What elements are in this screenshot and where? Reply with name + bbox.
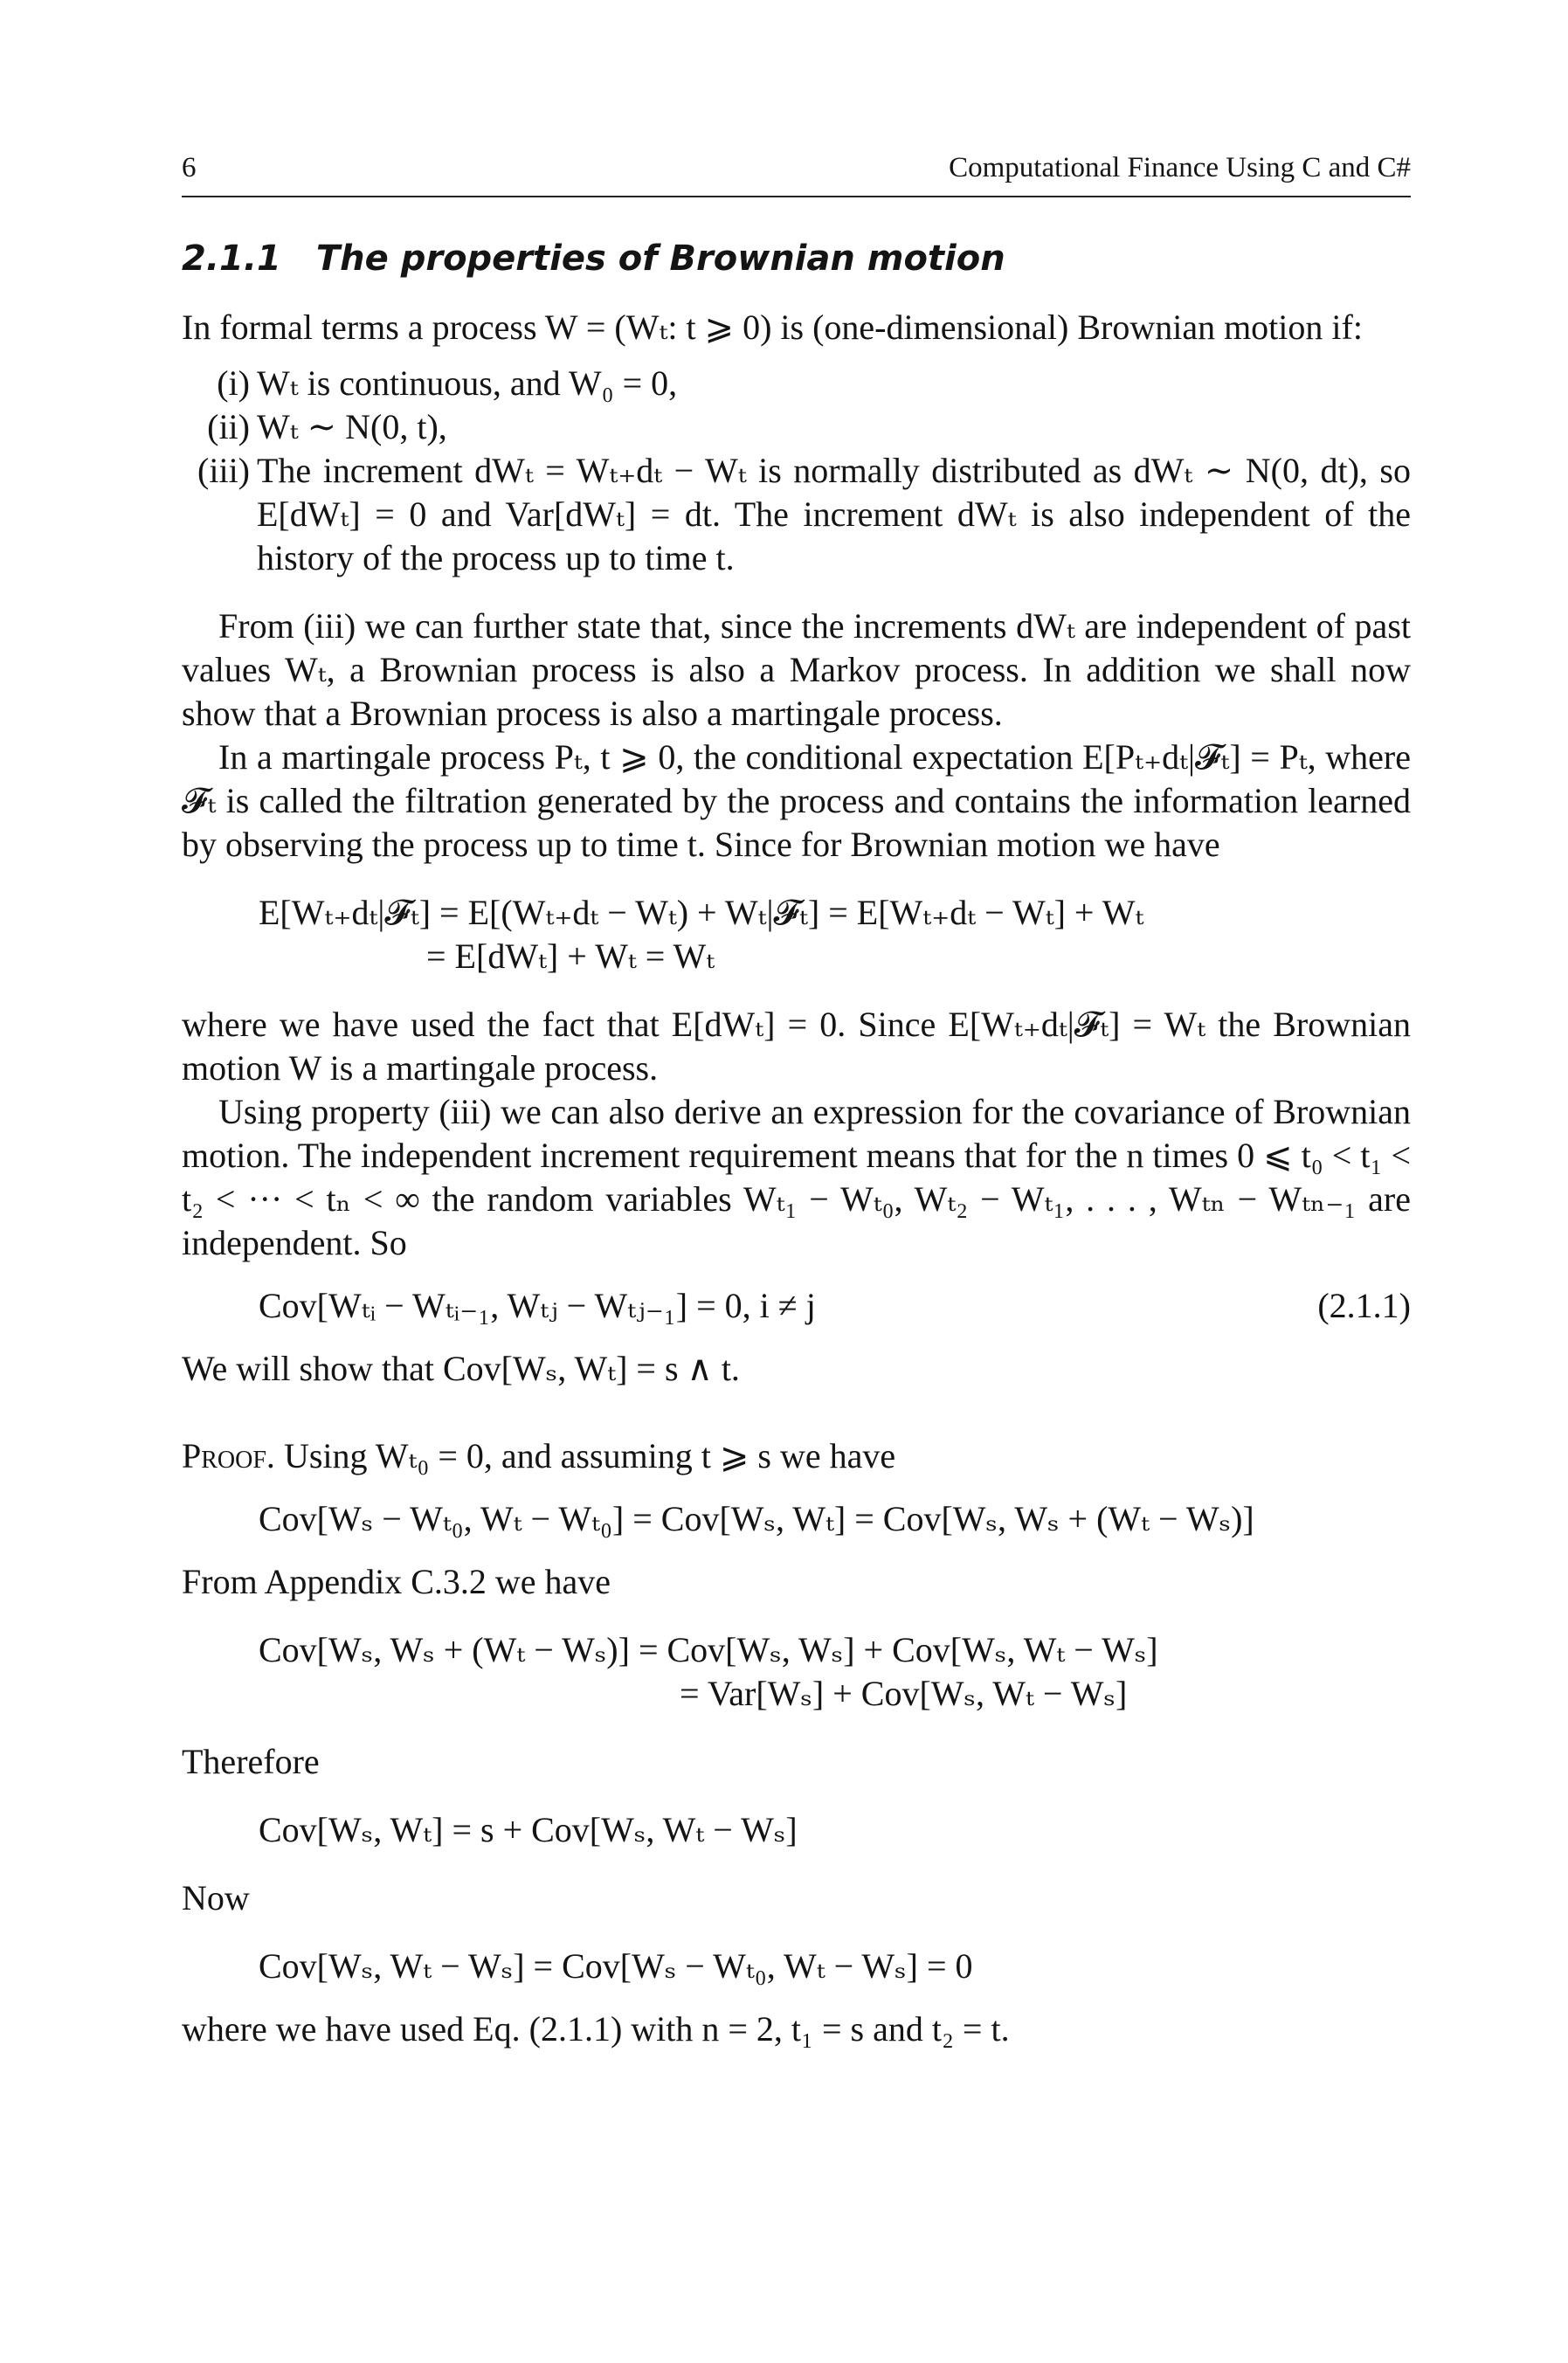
proof-label: Proof. [182, 1436, 275, 1475]
property-text: The increment dWₜ = Wₜ₊dₜ − Wₜ is normally distributed as dWₜ ∼ N(0, dt), so E[dWₜ] = 0 and Var[dWₜ] = dt. The increment dWₜ is also independent of the history of the process up to time t. [257, 451, 1411, 577]
section-heading [182, 236, 1411, 281]
equation-number: (2.1.1) [1317, 1286, 1411, 1325]
final-paragraph: where we have used Eq. (2.1.1) with n = 2, t₁ = s and t₂ = t. [182, 2009, 1010, 2049]
equation-therefore: Cov[Wₛ, Wₜ] = s + Cov[Wₛ, Wₜ − Wₛ] [259, 1810, 798, 1849]
property-label: (iii) [197, 451, 250, 490]
running-title: Computational Finance Using C and C# [949, 152, 1411, 183]
martingale-paragraph: In a martingale process Pₜ, t ⩾ 0, the conditional expectation E[Pₜ₊dₜ|𝓕ₜ] = Pₜ, where 𝓕ₜ is called the filtration generated by the process and contains the information learned by observing the process up to time t. Since for Brownian motion we have [182, 737, 1411, 864]
property-label: (i) [217, 363, 250, 403]
proof-paragraph [182, 1434, 1411, 1478]
property-text: Wₜ ∼ N(0, t), [257, 407, 447, 446]
show-paragraph: We will show that Cov[Wₛ, Wₜ] = s ∧ t. [182, 1349, 740, 1388]
appendix-paragraph: From Appendix C.3.2 we have [182, 1562, 611, 1601]
equation-appendix-line2: = Var[Wₛ] + Cov[Wₛ, Wₜ − Wₛ] [680, 1674, 1128, 1713]
property-text: Wₜ is continuous, and W₀ = 0, [257, 363, 678, 403]
equation-proof-1: Cov[Wₛ − Wₜ₀, Wₜ − Wₜ₀] = Cov[Wₛ, Wₜ] = Cov[Wₛ, Wₛ + (Wₜ − Wₛ)] [259, 1499, 1254, 1538]
equation-martingale-line2: = E[dWₜ] + Wₜ = Wₜ [426, 936, 715, 976]
page-body [182, 236, 1411, 2051]
equation-now: Cov[Wₛ, Wₜ − Wₛ] = Cov[Wₛ − Wₜ₀, Wₜ − Wₛ] = 0 [259, 1946, 973, 1986]
section-number: 2.1.1 [182, 238, 281, 279]
properties-list [182, 362, 1411, 580]
property-item [182, 362, 1411, 405]
used-fact-paragraph: where we have used the fact that E[dWₜ] = 0. Since E[Wₜ₊dₜ|𝓕ₜ] = Wₜ the Brownian motion W is a martingale process. [182, 1005, 1411, 1088]
covariance-paragraph: Using property (iii) we can also derive an expression for the covariance of Brownian motion. The independent increment requirement means that for the n times 0 ⩽ t₀ < t₁ < t₂ < ··· < tₙ < ∞ the random variables Wₜ₁ − Wₜ₀, Wₜ₂ − Wₜ₁, . . . , Wₜₙ − Wₜₙ₋₁ are independent. So [182, 1092, 1411, 1262]
property-item [182, 405, 1411, 449]
now-paragraph: Now [182, 1878, 250, 1917]
markov-paragraph: From (iii) we can further state that, since the increments dWₜ are independent of past values Wₜ, a Brownian process is also a Markov process. In addition we shall now show that a Brownian process is also a martingale process. [182, 606, 1411, 733]
proof-text: Using Wₜ₀ = 0, and assuming t ⩾ s we have [274, 1436, 896, 1475]
property-label: (ii) [207, 407, 250, 446]
page-number: 6 [182, 152, 197, 183]
equation-2-1-1 [182, 1284, 1411, 1328]
equation-appendix-line1: Cov[Wₛ, Wₛ + (Wₜ − Wₛ)] = Cov[Wₛ, Wₛ] + Cov[Wₛ, Wₜ − Wₛ] [259, 1630, 1158, 1669]
equation-2-1-1-body: Cov[Wₜᵢ − Wₜᵢ₋₁, Wₜⱼ − Wₜⱼ₋₁] = 0, i ≠ j [259, 1286, 816, 1325]
equation-martingale-line1: E[Wₜ₊dₜ|𝓕ₜ] = E[(Wₜ₊dₜ − Wₜ) + Wₜ|𝓕ₜ] = E[Wₜ₊dₜ − Wₜ] + Wₜ [259, 893, 1144, 932]
intro-paragraph: In formal terms a process W = (Wₜ: t ⩾ 0) is (one-dimensional) Brownian motion if: [182, 307, 1363, 347]
therefore-paragraph: Therefore [182, 1742, 320, 1781]
section-title: The properties of Brownian motion [315, 238, 1005, 279]
running-header [182, 147, 1411, 197]
property-item [182, 449, 1411, 580]
